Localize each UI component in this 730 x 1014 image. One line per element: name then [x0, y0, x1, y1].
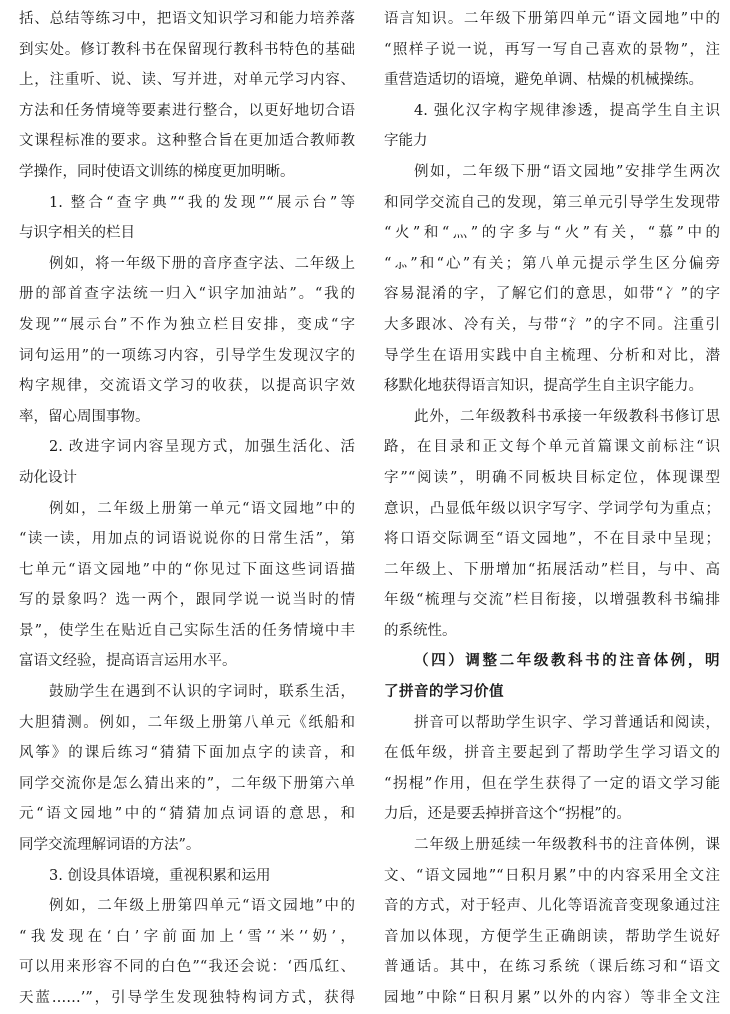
section-heading-4-cont: 字能力 — [384, 133, 428, 150]
text-line: 普通话。其中，在练习系统（课后练习和“语文 — [384, 959, 720, 976]
text-line: 园地”中除“日积月累”以外的内容）等非全文注 — [384, 990, 720, 1006]
text-line: 力后，还是要丢掉拼音这个“拐棍”的。 — [384, 806, 631, 823]
text-line: 移默化地获得语言知识，提高学生自主识字能力。 — [384, 378, 703, 395]
text-line: 括、总结等练习中，把语文知识学习和能力培养落 — [19, 11, 355, 27]
text-line: 大胆猜测。例如，二年级上册第八单元《纸船和 — [19, 714, 355, 731]
text-line: 上，注重听、说、读、写并进，对单元学习内容、 — [19, 72, 355, 89]
text-line: 天蓝……’”，引导学生发现独特构词方式，获得 — [19, 990, 355, 1006]
text-line: 率，留心周围事物。 — [19, 408, 150, 425]
text-line: 导学生在语用实践中自主梳理、分析和对比，潜 — [384, 347, 720, 364]
text-line: “拐棍”作用，但在学生获得了一定的语文学习能 — [384, 775, 720, 792]
text-line: 路，在目录和正文每个单元首篇课文前标注“识 — [384, 439, 720, 456]
text-line: 富语文经验，提高语言运用水平。 — [19, 653, 237, 670]
text-line: 风筝》的课后练习“猜猜下面加点字的读音，和 — [19, 745, 355, 762]
text-line: 鼓励学生在遇到不认识的字词时，联系生活， — [49, 684, 355, 701]
text-line: 意识，凸显低年级以识字写字、学词学句为重点； — [384, 500, 720, 517]
text-line: 例如，二年级上册第一单元“语文园地”中的 — [49, 500, 355, 517]
text-line: 发现”“展示台”不作为独立栏目安排，变成“字 — [19, 316, 355, 333]
subsection-heading: （四）调整二年级教科书的注音体例，明 — [414, 652, 720, 670]
section-heading-2: 2. 改进字词内容呈现方式，加强生活化、活 — [49, 439, 355, 456]
text-line: 的系统性。 — [384, 622, 457, 639]
text-line: 学操作，同时使语文训练的梯度更加明晰。 — [19, 163, 295, 180]
text-line: 元“语文园地”中的“猜猜加点词语的意思，和 — [19, 806, 355, 823]
text-line: 重营造适切的语境，避免单调、枯燥的机械操练。 — [384, 72, 703, 89]
text-line: “照样子说一说，再写一写自己喜欢的景物”，注 — [384, 41, 720, 58]
text-line: 例如，二年级下册“语文园地”安排学生两次 — [414, 163, 720, 180]
text-line: 文课程标准的要求。这种整合旨在更加适合教师教 — [19, 133, 355, 150]
text-line: “我发现在‘白’字前面加上‘雪’‘米’‘奶’， — [19, 928, 355, 945]
text-line: 音的方式，对于轻声、儿化等语流音变现象通过注 — [384, 898, 720, 915]
text-line: 字”“阅读”，明确不同板块目标定位，体现课型 — [384, 469, 720, 486]
text-line: 方法和任务情境等要素进行整合，以更好地切合语 — [19, 102, 355, 119]
text-line: 在低年级，拼音主要起到了帮助学生学习语文的 — [384, 745, 720, 762]
text-line: 音加以体现，方便学生正确朗读，帮助学生说好 — [384, 928, 720, 945]
right-column — [384, 0, 720, 1014]
text-line: 例如，将一年级下册的音序查字法、二年级上 — [49, 255, 355, 272]
text-line: 景”，使学生在贴近自己实际生活的任务情境中丰 — [19, 622, 355, 639]
text-line: “火”和“灬”的字多与“火”有关，“慕”中的 — [384, 225, 720, 242]
text-line: 同学交流你是怎么猜出来的”，二年级下册第六单 — [19, 775, 355, 792]
text-line: 到实处。修订教科书在保留现行教科书特色的基础 — [19, 41, 355, 58]
section-heading-1: 1. 整合“查字典”“我的发现”“展示台”等 — [49, 194, 355, 211]
text-line: 文、“语文园地”“日积月累”中的内容采用全文注 — [384, 867, 720, 884]
section-heading-1-cont: 与识字相关的栏目 — [19, 225, 135, 242]
section-heading-2-cont: 动化设计 — [19, 469, 77, 486]
left-column — [19, 0, 355, 1014]
text-line: 可以用来形容不同的白色”“我还会说：‘西瓜红、 — [19, 959, 355, 976]
text-line: 二年级上、下册增加“拓展活动”栏目，与中、高 — [384, 561, 720, 578]
subsection-heading-cont: 了拼音的学习价值 — [384, 683, 504, 701]
text-line: 七单元“语文园地”中的“你见过下面这些词语描 — [19, 561, 355, 578]
text-line: 册的部首查字法统一归入“识字加油站”。“我的 — [19, 286, 355, 303]
text-line: 拼音可以帮助学生识字、学习普通话和阅读， — [414, 714, 720, 731]
text-line: 语言知识。二年级下册第四单元“语文园地”中的 — [384, 11, 720, 27]
text-line: 年级“梳理与交流”栏目衔接，以增强教科书编排 — [384, 592, 720, 609]
text-line: 二年级上册延续一年级教科书的注音体例，课 — [414, 837, 720, 854]
text-line: 写的景象吗？选一两个，跟同学说一说当时的情 — [19, 592, 355, 609]
text-line: “⺗”和“心”有关；第八单元提示学生区分偏旁 — [384, 255, 720, 272]
text-line: 构字规律，交流语文学习的收获，以提高识字效 — [19, 378, 355, 395]
text-line: 同学交流理解词语的方法”。 — [19, 837, 201, 854]
text-line: 此外，二年级教科书承接一年级教科书修订思 — [414, 408, 720, 425]
section-heading-4: 4. 强化汉字构字规律渗透，提高学生自主识 — [414, 102, 720, 119]
section-heading-3: 3. 创设具体语境，重视积累和运用 — [49, 867, 271, 884]
text-line: 词句运用”的一项练习内容，引导学生发现汉字的 — [19, 347, 355, 364]
text-line: 容易混淆的字，了解它们的意思，如带“冫”的字 — [384, 286, 720, 303]
text-line: “读一读，用加点的词语说说你的日常生活”，第 — [19, 531, 355, 548]
text-line: 和同学交流自己的发现，第三单元引导学生发现带 — [384, 194, 720, 211]
text-line: 将口语交际调至“语文园地”，不在目录中呈现； — [384, 531, 720, 548]
text-line: 大多跟冰、冷有关，与带“氵”的字不同。注重引 — [384, 316, 720, 333]
text-line: 例如，二年级上册第四单元“语文园地”中的 — [49, 898, 355, 915]
